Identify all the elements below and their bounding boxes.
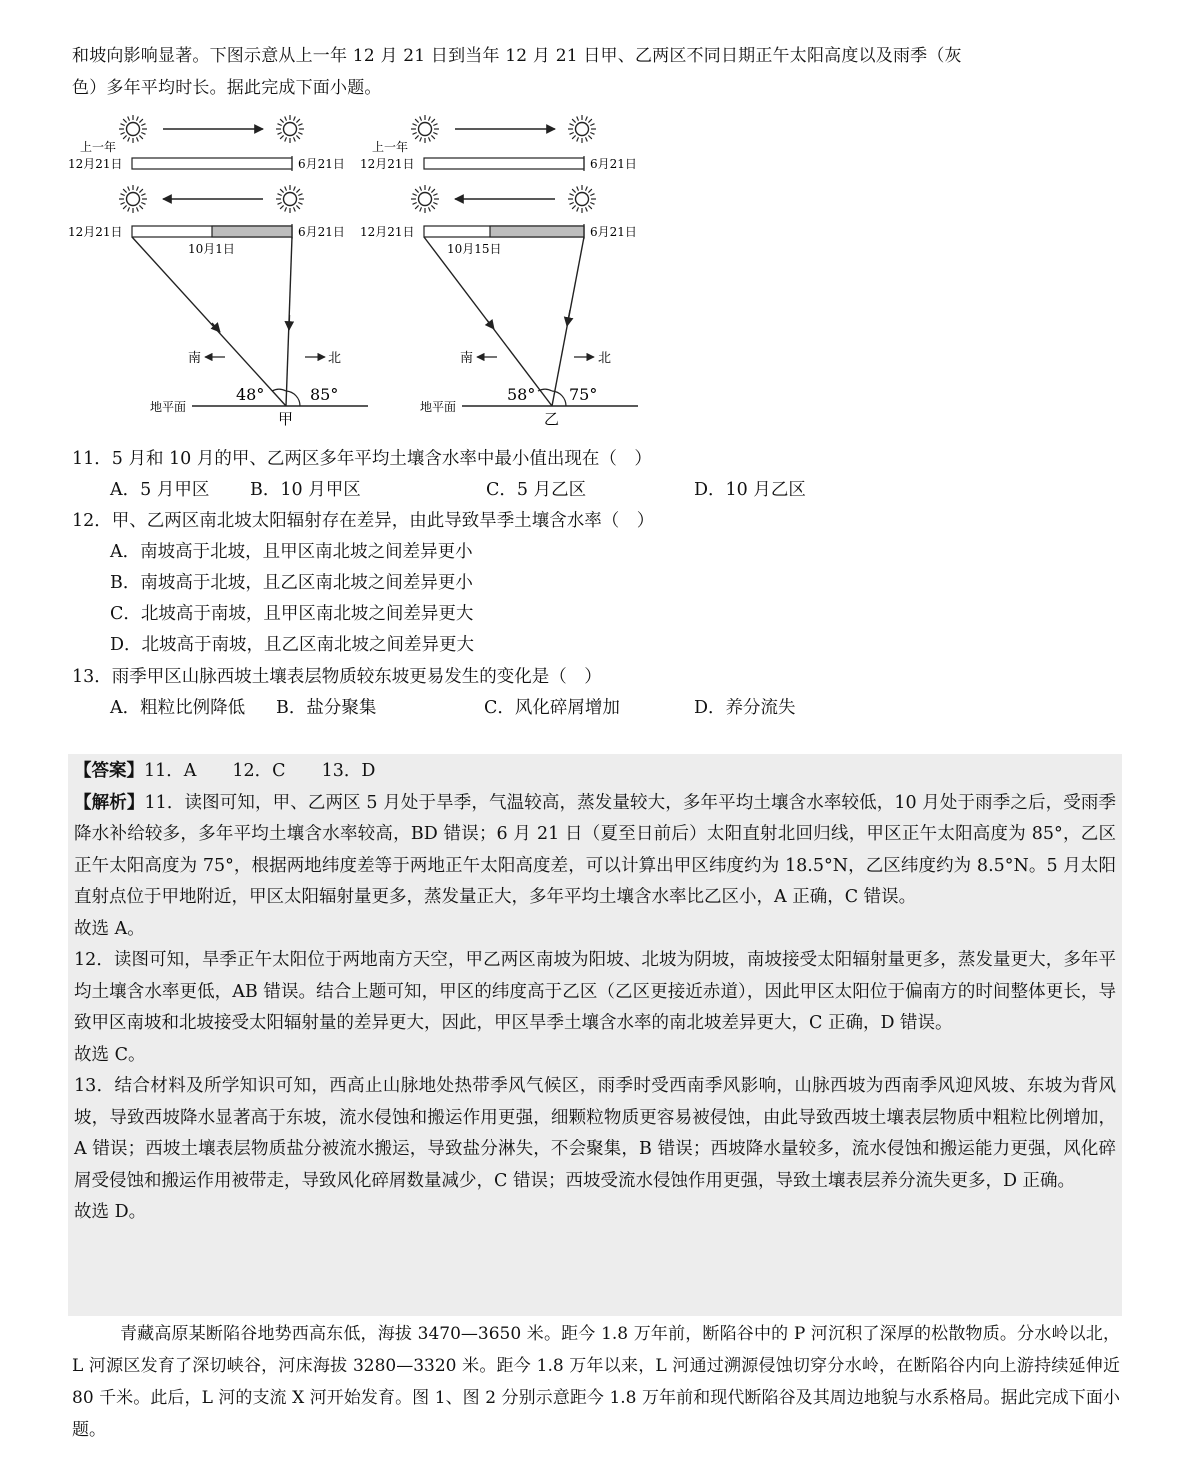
question-13 bbox=[72, 662, 1132, 724]
option-c: C．风化碎屑增加 bbox=[484, 698, 620, 718]
solar-altitude-figure bbox=[60, 110, 660, 430]
timeline-top bbox=[132, 158, 292, 169]
option-a: A．粗粒比例降低 bbox=[110, 698, 246, 718]
rain-start-label: 10月15日 bbox=[447, 242, 502, 256]
option-a: A．南坡高于北坡，且甲区南北坡之间差异更小 bbox=[110, 542, 473, 562]
sun-icon bbox=[568, 185, 596, 213]
jun21-bottom-label: 6月21日 bbox=[298, 225, 345, 239]
timeline-top bbox=[424, 158, 584, 169]
north-label: 北 bbox=[328, 351, 342, 366]
jun21-bottom-label: 6月21日 bbox=[590, 225, 637, 239]
option-c: C．北坡高于南坡，且甲区南北坡之间差异更大 bbox=[110, 604, 474, 624]
question-stem: 11．5 月和 10 月的甲、乙两区多年平均土壤含水率中最小值出现在（ ） bbox=[72, 449, 652, 469]
dec21-bottom-label: 12月21日 bbox=[68, 225, 123, 239]
diagram-yi bbox=[360, 115, 638, 428]
ground-label: 地平面 bbox=[420, 400, 457, 414]
prev-year-label: 上一年 bbox=[372, 140, 409, 154]
sun-icon bbox=[568, 115, 596, 143]
option-d: D．10 月乙区 bbox=[694, 480, 806, 500]
question-stem: 13．雨季甲区山脉西坡土壤表层物质较东坡更易发生的变化是（ ） bbox=[72, 667, 602, 687]
question-11 bbox=[72, 444, 1132, 506]
angle-north: 75° bbox=[569, 385, 598, 404]
sun-icon bbox=[119, 115, 147, 143]
option-a: A．5 月甲区 bbox=[110, 480, 210, 500]
conclusion-11: 故选 A。 bbox=[74, 918, 145, 939]
diagram-jia bbox=[68, 115, 368, 428]
intro-text bbox=[72, 40, 1120, 104]
question-12 bbox=[72, 506, 1132, 661]
option-b: B．盐分聚集 bbox=[276, 698, 377, 718]
intro-line-2: 色）多年平均时长。据此完成下面小题。 bbox=[72, 78, 382, 98]
conclusion-12: 故选 C。 bbox=[74, 1044, 146, 1065]
answer-11: 11．A bbox=[144, 761, 197, 781]
intro-line-1: 和坡向影响显著。下图示意从上一年 12 月 21 日到当年 12 月 21 日甲、乙两区不同日期正午太阳高度以及雨季（灰 bbox=[72, 46, 962, 66]
ground-label: 地平面 bbox=[150, 400, 187, 414]
option-b: B．南坡高于北坡，且乙区南北坡之间差异更小 bbox=[110, 573, 473, 593]
sun-icon bbox=[276, 115, 304, 143]
conclusion-13: 故选 D。 bbox=[74, 1202, 147, 1222]
sun-ray-south bbox=[132, 237, 286, 406]
site-jia-label: 甲 bbox=[278, 410, 294, 428]
answer-block bbox=[68, 754, 1122, 1316]
rain-season-bar bbox=[490, 226, 584, 237]
answer-13: 13．D bbox=[321, 761, 376, 781]
analysis-12: 12．读图可知，旱季正午太阳位于两地南方天空，甲乙两区南坡为阳坡、北坡为阴坡，南坡接受太阳辐射量更多，蒸发量更大，多年平均土壤含水率更低，AB 错误。结合上题可知，甲区的纬度高于乙区（乙区更接近赤道），因此甲区太阳位于偏南方的时间整体更长，导致甲区南坡和北坡接受太阳辐射量的差异更大，因此，甲区旱季土壤含水率的南北坡差异更大，C 正确，D 错误。 bbox=[74, 950, 1116, 1033]
jun21-top-label: 6月21日 bbox=[590, 157, 637, 171]
south-label: 南 bbox=[188, 351, 202, 366]
sun-icon bbox=[411, 115, 439, 143]
sun-icon bbox=[276, 185, 304, 213]
analysis-label: 【解析】 bbox=[74, 792, 145, 813]
angle-south: 58° bbox=[507, 385, 536, 404]
question-stem: 12．甲、乙两区南北坡太阳辐射存在差异，由此导致旱季土壤含水率（ ） bbox=[72, 511, 655, 531]
rain-start-label: 10月1日 bbox=[188, 242, 235, 256]
north-label: 北 bbox=[598, 351, 612, 366]
answer-12: 12．C bbox=[232, 761, 286, 781]
angle-south: 48° bbox=[236, 385, 265, 404]
analysis-11 bbox=[74, 788, 1116, 914]
analysis-13: 13．结合材料及所学知识可知，西高止山脉地处热带季风气候区，雨季时受西南季风影响，山脉西坡为西南季风迎风坡、东坡为背风坡，导致西坡降水显著高于东坡，流水侵蚀和搬运作用更强，细颗粒物质更容易被侵蚀，由此导致西坡土壤表层物质中粗粒比例增加，A 错误；西坡土壤表层物质盐分被流水搬运，导致盐分淋失，不会聚集，B 错误；西坡降水量较多，流水侵蚀和搬运能力更强，风化碎屑受侵蚀和搬运作用被带走，导致风化碎屑数量减少，C 错误；西坡受流水侵蚀作用更强，导致土壤表层养分流失更多，D 正确。 bbox=[74, 1076, 1116, 1191]
angle-north: 85° bbox=[310, 385, 339, 404]
dec21-top-label: 12月21日 bbox=[360, 157, 415, 171]
sun-icon bbox=[411, 185, 439, 213]
prev-year-label: 上一年 bbox=[80, 140, 117, 154]
option-b: B．10 月甲区 bbox=[250, 480, 361, 500]
dec21-top-label: 12月21日 bbox=[68, 157, 123, 171]
site-yi-label: 乙 bbox=[544, 410, 560, 428]
option-c: C．5 月乙区 bbox=[486, 480, 587, 500]
next-passage bbox=[72, 1318, 1120, 1446]
answer-line bbox=[74, 756, 1116, 788]
answer-label: 【答案】 bbox=[74, 761, 144, 781]
dec21-bottom-label: 12月21日 bbox=[360, 225, 415, 239]
option-d: D．北坡高于南坡，且乙区南北坡之间差异更大 bbox=[110, 635, 475, 655]
next-passage-text: 青藏高原某断陷谷地势西高东低，海拔 3470—3650 米。距今 1.8 万年前，断陷谷中的 P 河沉积了深厚的松散物质。分水岭以北，L 河源区发育了深切峡谷，河床海拔 3280—3320 米。距今 1.8 万年以来，L 河通过溯源侵蚀切穿分水岭，在断陷谷内向上游持续延伸近 80 千米。此后，L 河的支流 X 河开始发育。图 1、图 2 分别示意距今 1.8 万年前和现代断陷谷及其周边地貌与水系格局。据此完成下面小题。 bbox=[72, 1324, 1120, 1440]
analysis-11-text: 11．读图可知，甲、乙两区 5 月处于旱季，气温较高，蒸发量较大，多年平均土壤含水率较低，10 月处于雨季之后，受雨季降水补给较多，多年平均土壤含水率较高，BD 错误；6 月 21 日（夏至日前后）太阳直射北回归线，甲区正午太阳高度为 85°，乙区正午太阳高度为 75°，根据两地纬度差等于两地正午太阳高度差，可以计算出甲区纬度约为 18.5°N，乙区纬度约为 8.5°N。5 月太阳直射点位于甲地附近，甲区太阳辐射量更多，蒸发量正大，多年平均土壤含水率比乙区小，A 正确，C 错误。 bbox=[74, 792, 1117, 907]
sun-icon bbox=[119, 185, 147, 213]
rain-season-bar bbox=[212, 226, 292, 237]
south-label: 南 bbox=[460, 351, 474, 366]
jun21-top-label: 6月21日 bbox=[298, 157, 345, 171]
option-d: D．养分流失 bbox=[694, 698, 796, 718]
